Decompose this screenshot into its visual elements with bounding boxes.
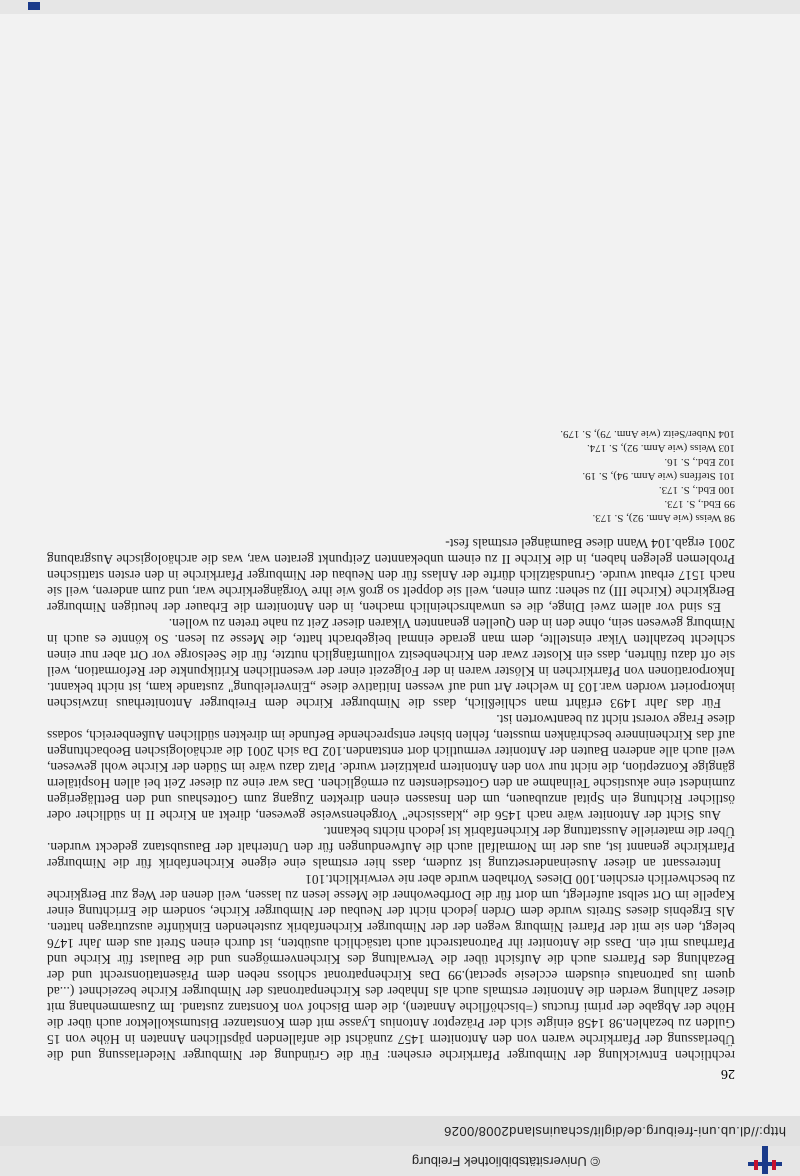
document-body [47,427,735,1063]
footnote: 102 Ebd., S. 16. [664,456,735,468]
footer-strip [0,0,800,14]
footnote: 99 Ebd., S. 173. [664,498,735,510]
url-bar [0,1116,800,1146]
paragraph: rechtlichen Entwicklung der Nimburger Pfarrkirche ersehen: Für die Gründung der Nimburger Niederlassung und die Überlassung der Pfarrkirche waren von den Antonitern 1457 zunächst die anfallenden päpstlichen Annaten in Höhe von 15 Gulden zu bezahlen.98 1458 einigte sich der Präzeptor Antonius Lyasse mit dem Konstanzer Bistumskollektor auch über die Höhe der Abgabe der primi fructus (=bischöfliche Annaten), die dem Bischof von Konstanz zustand. Im Zusammenhang mit dieser Zahlung werden die Antoniter erstmals auch als Inhaber des Kirchenpatronats der Nimburger Kirche bezeichnet (...ad quem ius patronatus eiusdem ecclesie spectat).99 Das Kirchenpatronat schloss neben dem Präsentationsrecht und der Bezahlung des Pfarrers auch die Aufsicht über die Verwaltung des Kirchenvermögens und die Baulast für Kirche und Pfarrhaus mit ein. Dass die Antoniter ihr Patronatsrecht auch tatsächlich ausübten, ist durch einen Streit aus dem Jahr 1476 belegt, den sie mit der Pfarrei Nimburg wegen der der Nimburger Kirchenfabrik zustehenden Einkünfte auszutragen hatten. Als Ergebnis dieses Streits wurde dem Orden jedoch nicht der Neubau der Nimburger Kirche, sondern die Errichtung einer Kapelle im Ort selbst auferlegt, um dort für die Dorfbewohner die Messe lesen zu lassen, weil denen der Weg zur Bergkirche zu beschwerlich erschien.100 Dieses Vorhaben wurde aber nie verwirklicht.101 [47,872,735,1063]
footnotes [47,427,735,525]
paragraph: Für das Jahr 1493 erfährt man schließlich, dass die Nimburger Kirche dem Freiburger Antoniterhaus inzwischen inkorporiert worden war.103 In welcher Art und auf wessen Initiative diese „Einverleibung" zustande kam, ist nicht bekannt. Inkorporationen von Pfarrkirchen in Klöster waren in der Folgezeit einer der wesentlichen Kritikpunkte der Reformation, weil sie oft dazu führten, dass ein Kloster zwar den Kirchenbesitz vollumfänglich nutzte, für die Seelsorge vor Ort aber nur einen schlecht bezahlten Vikar einstellte, dem man gerade einmal beigebracht hatte, die Messe zu lesen. So könnte es auch in Nimburg gewesen sein, ohne den in den Quellen genannten Vikaren dieser Zeit zu nahe treten zu wollen. [47,616,735,711]
institution-label: © Universitätsbibliothek Freiburg [411,1154,600,1169]
university-logo-icon [744,1146,786,1174]
header-bar [0,1146,800,1176]
footnote: 104 Nuber/Seitz (wie Anm. 79), S. 179. [560,428,735,440]
paragraph: Es sind vor allem zwei Dinge, die es unwahrscheinlich machen, in den Antonitern die Erbauer der heutigen Nimburger Bergkirche (Kirche III) zu sehen: zum einen, weil sie doppelt so groß wie ihre Vorgängerkirche war, und zum anderen, weil sie nach 1517 erbaut wurde. Grundsätzlich dürfte der Anlass für den Neubau der Nimburger Pfarrkirche in den ersten stattischen Problemen gelegen haben, in die Kirche II zu einem unbekannten Zeitpunkt geraten war, was die archäologische Ausgrabung 2001 ergab.104 Wann diese Baumängel erstmals fest- [47,536,735,615]
corner-mark [28,2,40,10]
footnote: 101 Steffens (wie Anm. 94), S. 19. [582,470,735,482]
paragraph: Interessant an dieser Auseinandersetzung ist zudem, dass hier erstmals eine eigene Kirchenfabrik für die Nimburger Pfarrkirche genannt ist, aus der im Normalfall auch die Aufwendungen für den Unterhalt der Bausubstanz gedeckt wurden. Über die materielle Ausstattung der Kirchenfabrik ist jedoch nichts bekannt. [47,824,735,871]
document-url[interactable]: http://dl.ub.uni-freiburg.de/diglit/schauinsland2008/0026 [443,1124,786,1139]
footnote: 103 Weiss (wie Anm. 92), S. 174. [586,442,735,454]
paragraph: Aus Sicht der Antoniter wäre nach 1456 die „klassische" Vorgehensweise gewesen, direkt an Kirche II in südlicher oder östlicher Richtung ein Spital anzubauen, um den Insassen einen direkten Zugang zum Gotteshaus und den Bettlägerigen zumindest eine akustische Teilnahme an den Gottesdiensten zu ermöglichen. Das war eine zu dieser Zeit bei allen Hospitälern gängige Konzeption, die nicht nur von den Antonitern praktiziert wurde. Platz dazu wäre im Süden der Kirche wohl gewesen, weil auch alle anderen Bauten der Antoniter vermutlich dort entstanden.102 Da sich 2001 die archäologischen Beobachtungen auf das Kircheninnere beschränken mussten, fehlen bisher entsprechende Befunde im direkten südlichen Außenbereich, sodass diese Frage vorerst nicht zu beantworten ist. [47,712,735,823]
footnote: 98 Weiss (wie Anm. 92), S. 173. [592,512,735,524]
main-text [47,535,735,1063]
page-number: 26 [721,1066,735,1081]
footnote: 100 Ebd., S. 173. [658,484,735,496]
